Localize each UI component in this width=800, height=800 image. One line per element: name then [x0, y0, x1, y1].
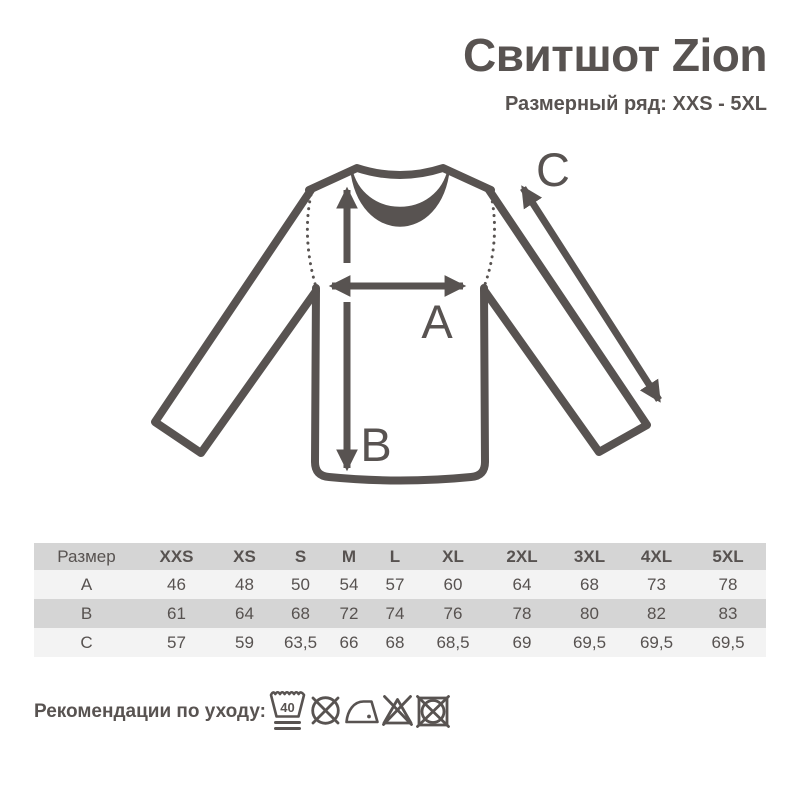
row-label: C — [80, 632, 93, 652]
wash-40-very-mild-icon — [269, 688, 306, 732]
size-cell: 76 — [443, 603, 463, 623]
col-header-4xl: 4XL — [640, 546, 673, 566]
table-row-c — [34, 628, 766, 657]
size-cell: 64 — [512, 574, 532, 594]
size-cell: 69,5 — [639, 632, 674, 652]
size-cell: 61 — [167, 603, 186, 623]
size-cell: 57 — [167, 632, 186, 652]
size-cell: 57 — [385, 574, 405, 594]
size-cell: 66 — [339, 632, 359, 652]
size-cell: 72 — [339, 603, 359, 623]
size-cell: 74 — [385, 603, 405, 623]
wash-temperature-value: 40 — [280, 700, 295, 715]
size-cell: 80 — [580, 603, 599, 623]
iron-one-dot — [367, 715, 371, 719]
size-cell: 64 — [235, 603, 254, 623]
size-cell: 60 — [443, 574, 463, 594]
measure-label-c: C — [536, 143, 570, 196]
col-header-5xl: 5XL — [712, 546, 744, 566]
size-cell: 68 — [385, 632, 405, 652]
do-not-bleach-icon — [381, 695, 414, 726]
size-cell: 63,5 — [283, 632, 318, 652]
col-header-xxs: XXS — [159, 546, 194, 566]
col-header-s: S — [294, 546, 307, 566]
right-sleeve — [484, 190, 647, 452]
table-row-b — [34, 599, 766, 628]
right-armhole-dotted-seam — [484, 195, 495, 287]
col-header-3xl: 3XL — [573, 546, 606, 566]
col-header-m: M — [341, 546, 357, 566]
care-instructions-label: Рекомендации по уходу: — [34, 701, 266, 722]
product-title: Свитшот Zion — [463, 29, 767, 81]
table-row-a — [34, 570, 766, 599]
size-cell: 68,5 — [436, 632, 470, 652]
size-cell: 82 — [647, 603, 666, 623]
do-not-dry-clean-icon — [309, 694, 342, 727]
col-header-size: Размер — [57, 546, 116, 566]
size-cell: 69,5 — [711, 632, 745, 652]
size-cell: 73 — [647, 574, 666, 594]
row-label: A — [80, 574, 93, 594]
size-range-subtitle: Размерный ряд: XXS - 5XL — [504, 93, 767, 115]
col-header-xl: XL — [442, 546, 464, 566]
size-cell: 46 — [167, 574, 186, 594]
shoulder-neckline — [309, 168, 491, 190]
size-cell: 69,5 — [572, 632, 607, 652]
iron-low-temperature-icon — [345, 699, 379, 724]
size-cell: 78 — [512, 603, 532, 623]
size-cell: 78 — [718, 574, 738, 594]
size-table — [34, 543, 766, 657]
left-armhole-dotted-seam — [307, 195, 316, 287]
size-cell: 69 — [512, 632, 532, 652]
size-table-header-row — [34, 543, 766, 570]
col-header-xs: XS — [233, 546, 256, 566]
col-header-2xl: 2XL — [506, 546, 538, 566]
size-cell: 54 — [339, 574, 359, 594]
size-cell: 50 — [291, 574, 310, 594]
size-cell: 68 — [580, 574, 599, 594]
size-cell: 68 — [291, 603, 310, 623]
left-sleeve — [155, 190, 316, 453]
body-outline — [315, 288, 485, 481]
size-cell: 83 — [718, 603, 738, 623]
do-not-tumble-dry-icon — [416, 695, 450, 728]
col-header-l: L — [389, 546, 401, 566]
measure-label-b: B — [360, 418, 392, 471]
measure-label-a: A — [421, 295, 453, 348]
row-label: B — [80, 603, 93, 623]
size-cell: 48 — [235, 574, 254, 594]
size-cell: 59 — [235, 632, 254, 652]
